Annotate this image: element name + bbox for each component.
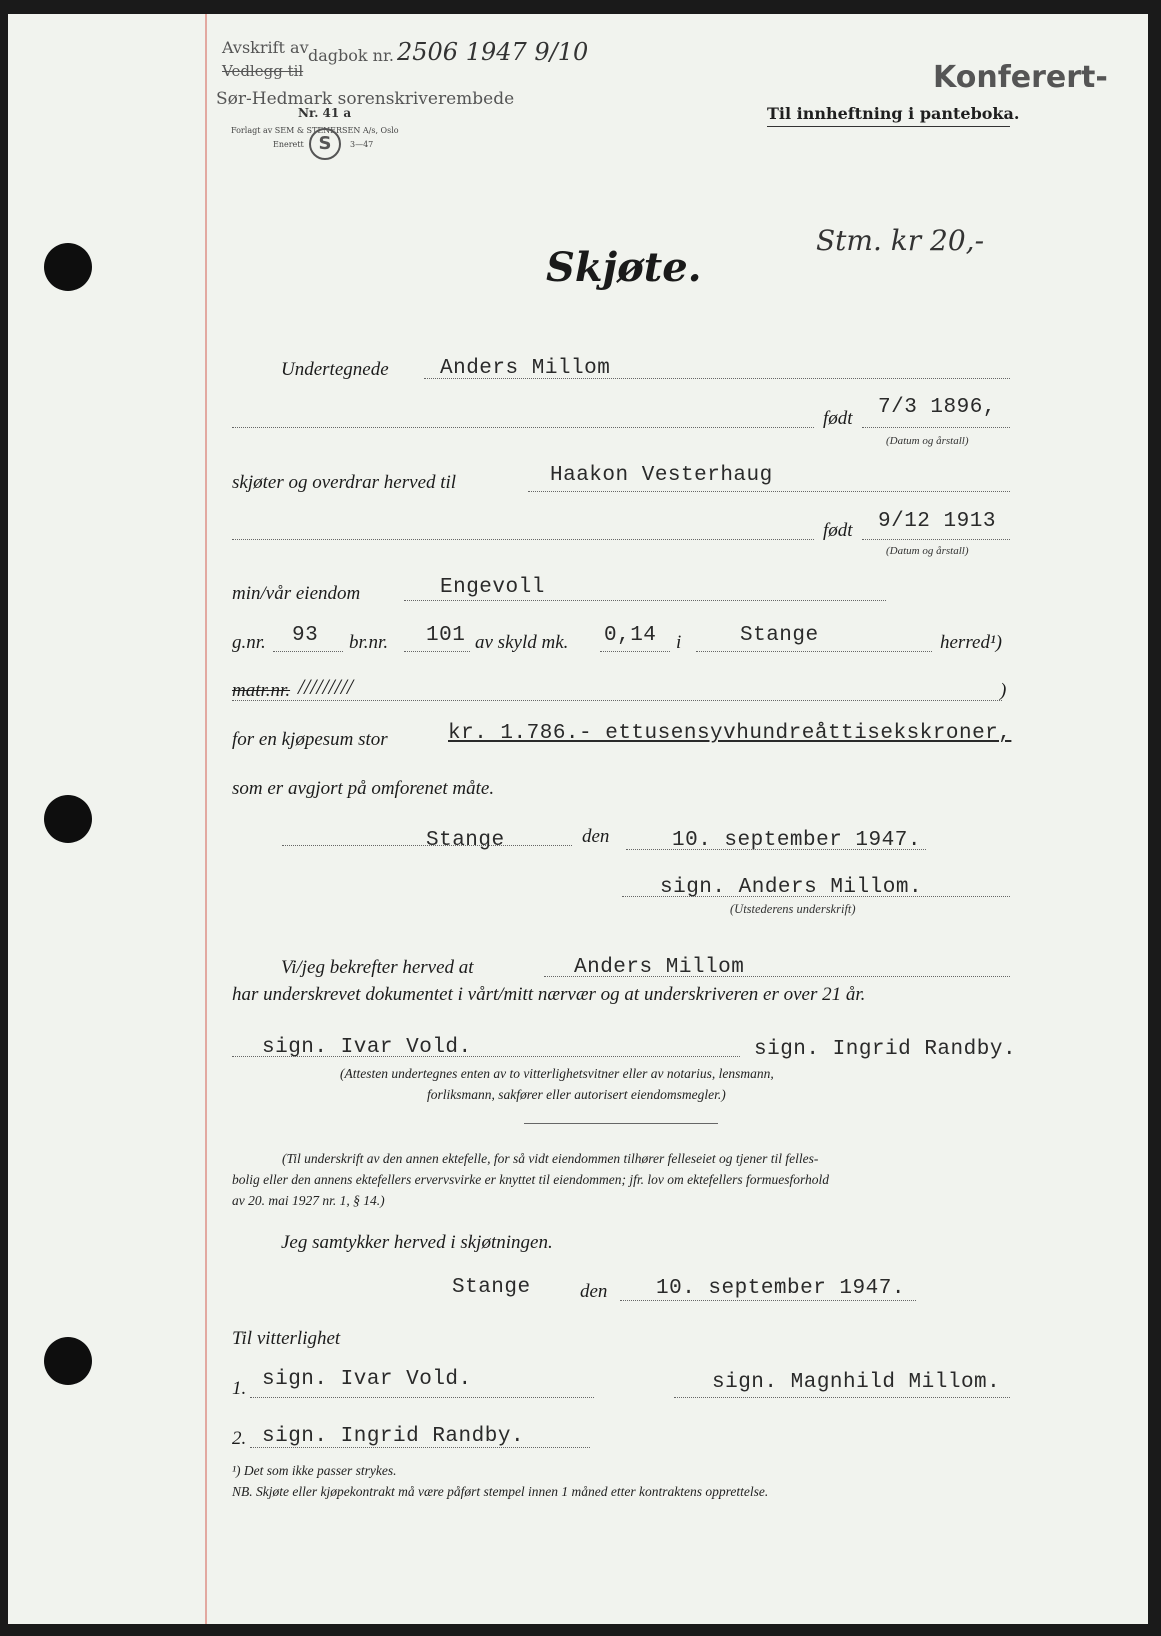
dotted-line [273, 651, 343, 652]
herred-label: herred¹) [940, 632, 1002, 653]
dotted-line [674, 1397, 1010, 1398]
brnr-value: 101 [426, 624, 466, 647]
den-label-1: den [582, 826, 610, 847]
spouse-note-3: av 20. mai 1927 nr. 1, § 14.) [232, 1193, 385, 1208]
avgjort-text: som er avgjort på omforenet måte. [232, 778, 495, 799]
dotted-line [404, 651, 470, 652]
skyld-value: 0,14 [604, 624, 657, 647]
dotted-line [232, 700, 1002, 701]
dotted-line [232, 1056, 740, 1057]
vitterlighet-label: Til vitterlighet [232, 1328, 341, 1349]
attest-note-1: (Attesten undertegnes enten av to vitterlighetsvitner eller av notarius, lensmann, [340, 1066, 774, 1081]
matr-close: ) [1000, 680, 1007, 701]
dotted-line [232, 427, 814, 428]
attest-statement: har underskrevet dokumentet i vårt/mitt nærvær og at underskriveren er over 21 år. [232, 984, 866, 1005]
dotted-line [696, 651, 932, 652]
witness-2-signature: sign. Ingrid Randby. [262, 1425, 525, 1448]
dotted-line [600, 651, 670, 652]
dotted-line [620, 1300, 916, 1301]
den-label-2: den [580, 1281, 608, 1302]
dotted-line [282, 845, 572, 846]
i-label: i [676, 632, 682, 653]
stamp-duty-note: Stm. kr 20,- [816, 224, 985, 257]
dotted-line [232, 539, 814, 540]
publisher-enerett: Enerett [273, 140, 304, 149]
fodt2-label: født [823, 520, 853, 541]
witness-1-signature: sign. Ivar Vold. [262, 1368, 472, 1391]
gnr-label: g.nr. [232, 632, 266, 653]
gnr-value: 93 [292, 624, 319, 647]
buyer-birthdate: 9/12 1913 [878, 510, 996, 533]
kjopesum-label: for en kjøpesum stor [232, 729, 388, 750]
dotted-line [528, 491, 1010, 492]
page-title: Skjøte. [546, 244, 702, 291]
seller-signature: sign. Anders Millom. [660, 876, 923, 899]
utsteder-note: (Utstederens underskrift) [730, 902, 856, 916]
punch-hole [44, 1337, 92, 1385]
konferert-stamp: Konferert- [933, 60, 1108, 95]
dotted-line [250, 1447, 590, 1448]
matr-label: matr.nr. [232, 680, 291, 701]
filing-underline [767, 126, 1010, 127]
buyer-name: Haakon Vesterhaug [550, 464, 773, 487]
punch-hole [44, 243, 92, 291]
margin-line [205, 14, 207, 1624]
property-name: Engevoll [440, 576, 545, 599]
spouse-note-1: (Til underskrift av den annen ektefelle, for så vidt eiendommen tilhører felleseiet og tjener til felles- [282, 1151, 819, 1166]
attest-name: Anders Millom [574, 956, 745, 979]
fodt-label: født [823, 408, 853, 429]
stamp-office: Sør-Hedmark sorenskriverembede [216, 89, 515, 109]
punch-hole [44, 795, 92, 843]
dotted-line [424, 378, 1010, 379]
publisher-logo-icon: S [309, 128, 341, 160]
spouse-note-2: bolig eller den annens ektefellers ervervsvirke er knyttet til eiendommen; jfr. lov om ektefellers formuesforhold [232, 1172, 829, 1187]
dotted-line [544, 976, 1010, 977]
attest-note-2: forliksmann, sakfører eller autorisert eiendomsmegler.) [427, 1087, 726, 1102]
skyld-label: av skyld mk. [475, 632, 569, 653]
herred-value: Stange [740, 624, 819, 647]
place-1: Stange [426, 829, 505, 852]
undertegnede-label: Undertegnede [281, 359, 389, 380]
stamp-line1-prefix: Avskrift av [222, 38, 309, 57]
date-1: 10. september 1947. [672, 829, 921, 852]
witness-1-number: 1. [232, 1378, 247, 1399]
seller-birthdate: 7/3 1896, [878, 396, 996, 419]
stamp-line2: Vedlegg til [222, 62, 304, 80]
dotted-line [250, 1397, 594, 1398]
attest-label: Vi/jeg bekrefter herved at [281, 957, 474, 978]
spouse-signature: sign. Magnhild Millom. [712, 1371, 1001, 1394]
eiendom-label: min/vår eiendom [232, 583, 361, 604]
purchase-price: kr. 1.786.- ettusensyvhundreåttisekskroner, [448, 722, 1012, 745]
footnote-nb: NB. Skjøte eller kjøpekontrakt må være påført stempel innen 1 måned etter kontraktens opprettelse. [232, 1484, 769, 1499]
publisher-date: 3—47 [350, 140, 374, 149]
dotted-line [626, 849, 926, 850]
seller-name: Anders Millom [440, 357, 611, 380]
brnr-label: br.nr. [349, 632, 389, 653]
skjoter-label: skjøter og overdrar herved til [232, 472, 457, 493]
place-2: Stange [452, 1276, 531, 1299]
dotted-line [862, 539, 1010, 540]
form-number: Nr. 41 a [298, 106, 352, 120]
attest-sign-left: sign. Ivar Vold. [262, 1036, 472, 1059]
stamp-dagbok-label: dagbok nr. [308, 46, 394, 65]
stamp-dagbok-number: 2506 1947 9/10 [397, 38, 589, 66]
publisher-line: Forlagt av SEM & STENERSEN A/s, Oslo [231, 126, 399, 135]
consent-text: Jeg samtykker herved i skjøtningen. [281, 1232, 553, 1253]
footnote-1: ¹) Det som ikke passer strykes. [232, 1463, 397, 1478]
date-2: 10. september 1947. [656, 1277, 905, 1300]
dotted-line [622, 896, 1010, 897]
separator-line [524, 1123, 718, 1124]
datum-note: (Datum og årstall) [886, 435, 969, 447]
attest-sign-right: sign. Ingrid Randby. [754, 1038, 1017, 1061]
dotted-line [404, 600, 886, 601]
dotted-line [862, 427, 1010, 428]
witness-2-number: 2. [232, 1428, 247, 1449]
datum-note-2: (Datum og årstall) [886, 545, 969, 557]
filing-instruction: Til innheftning i panteboka. [767, 104, 1020, 123]
matr-strike: ///////// [298, 674, 354, 699]
